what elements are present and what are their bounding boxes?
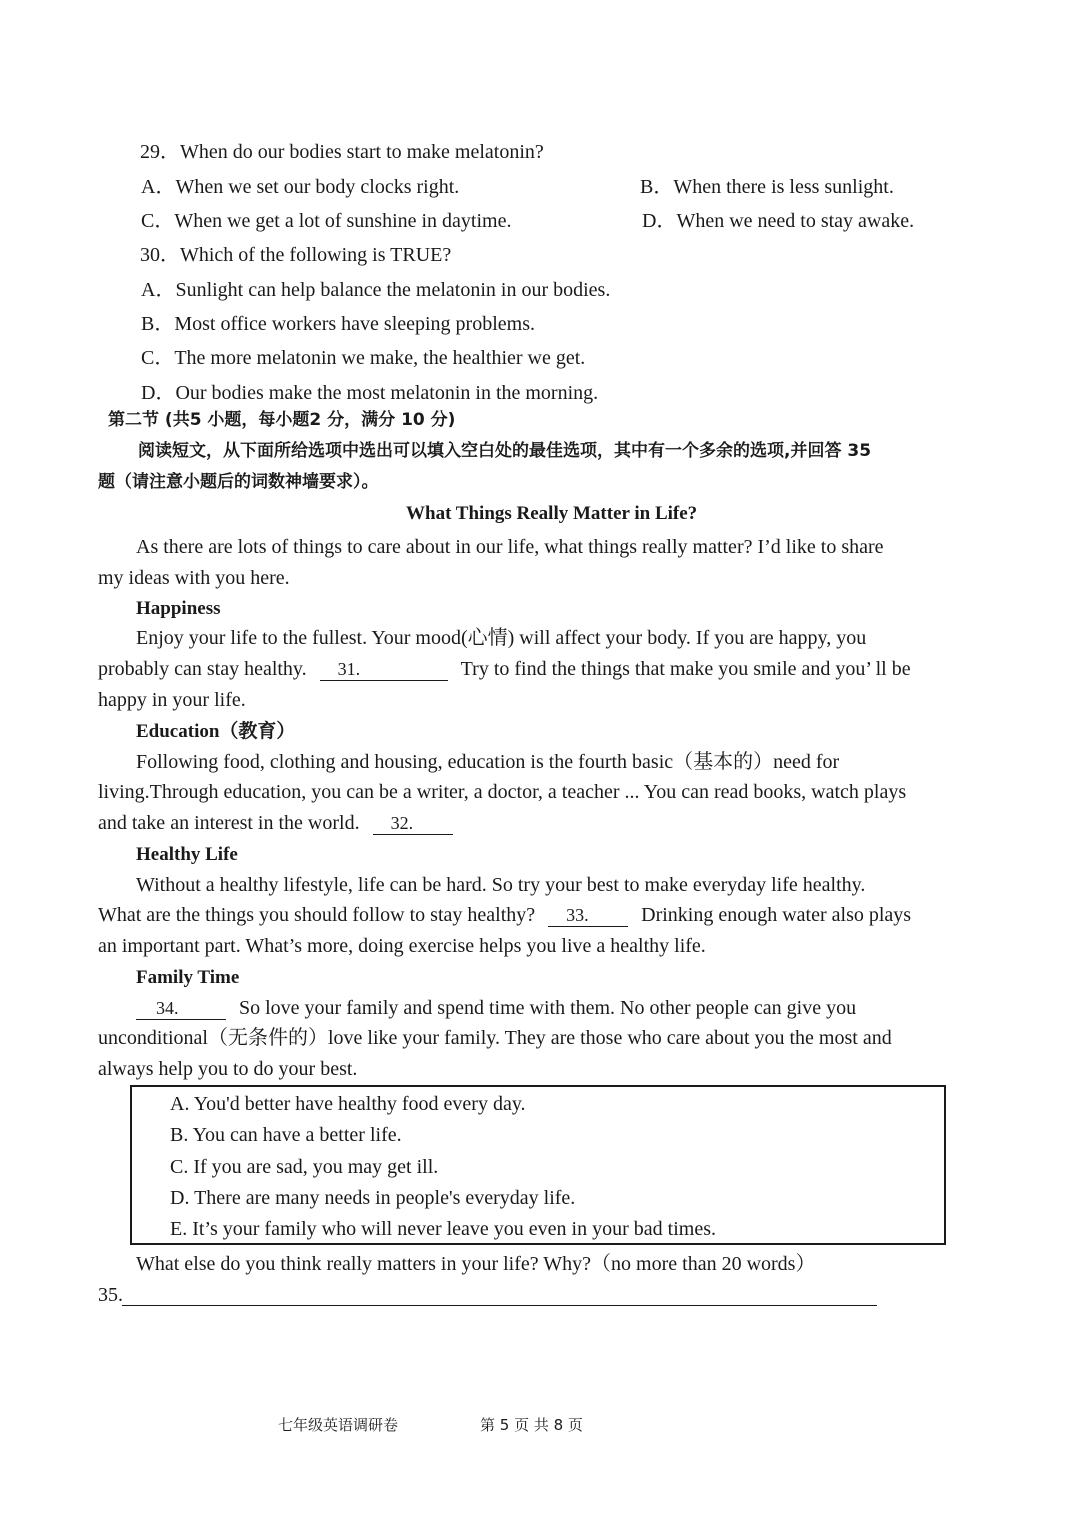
question-35-answer-line[interactable] xyxy=(122,1305,877,1306)
happiness-line2-post: Try to find the things that make you smile and you’ ll be xyxy=(460,658,911,680)
blank-31[interactable]: 31. xyxy=(320,659,448,681)
box-option-a: A. You'd better have healthy food every day. xyxy=(170,1093,526,1115)
box-option-b: B. You can have a better life. xyxy=(170,1124,402,1146)
education-line1: Following food, clothing and housing, education is the fourth basic（基本的）need for xyxy=(136,751,840,773)
question-30-option-a: A．Sunlight can help balance the melatonin in our bodies. xyxy=(141,279,611,301)
happiness-line2 xyxy=(98,657,911,681)
happiness-line3: happy in your life. xyxy=(98,689,246,711)
question-35-prompt: What else do you think really matters in your life? Why?（no more than 20 words） xyxy=(136,1253,816,1275)
healthy-life-line2-post: Drinking enough water also plays xyxy=(641,904,912,926)
question-35-label: 35. xyxy=(98,1284,123,1306)
question-30-stem: 30．Which of the following is TRUE? xyxy=(140,244,452,266)
box-option-d: D. There are many needs in people's everyday life. xyxy=(170,1187,576,1209)
question-29-option-a: A．When we set our body clocks right. xyxy=(141,176,460,198)
healthy-life-heading: Healthy Life xyxy=(136,844,238,865)
education-line3-pre: and take an interest in the world. xyxy=(98,812,360,834)
family-time-line3: always help you to do your best. xyxy=(98,1058,358,1080)
healthy-life-line2 xyxy=(98,903,911,927)
question-30-option-b: B．Most office workers have sleeping problems. xyxy=(141,313,535,335)
family-time-heading: Family Time xyxy=(136,967,240,988)
blank-34[interactable]: 34. xyxy=(136,998,226,1020)
blank-32[interactable]: 32. xyxy=(373,813,453,835)
passage-title: What Things Really Matter in Life? xyxy=(406,503,698,524)
healthy-life-line3: an important part. What’s more, doing exercise helps you live a healthy life. xyxy=(98,935,706,957)
question-29-option-c: C．When we get a lot of sunshine in daytime. xyxy=(141,210,512,232)
question-30-option-c: C．The more melatonin we make, the healthier we get. xyxy=(141,347,586,369)
question-29-option-d: D．When we need to stay awake. xyxy=(642,210,915,232)
footer-page-info: 第 5 页 共 8 页 xyxy=(480,1416,583,1434)
happiness-line1: Enjoy your life to the fullest. Your mood(心情) will affect your body. If you are happy, you xyxy=(136,627,867,649)
education-heading: Education（教育） xyxy=(136,721,296,742)
blank-33[interactable]: 33. xyxy=(548,905,628,927)
section-heading: 第二节 (共5 小题，每小题2 分，满分 10 分) xyxy=(108,410,456,430)
passage-intro-line2: my ideas with you here. xyxy=(98,567,290,589)
family-time-line1 xyxy=(136,996,856,1020)
education-line2: living.Through education, you can be a writer, a doctor, a teacher ... You can read books, watch plays xyxy=(98,781,907,803)
healthy-life-line2-pre: What are the things you should follow to stay healthy? xyxy=(98,904,536,926)
box-option-e: E. It’s your family who will never leave you even in your bad times. xyxy=(170,1218,716,1240)
healthy-life-line1: Without a healthy lifestyle, life can be hard. So try your best to make everyday life healthy. xyxy=(136,874,866,896)
question-29-option-b: B．When there is less sunlight. xyxy=(640,176,894,198)
question-30-option-d: D．Our bodies make the most melatonin in the morning. xyxy=(141,382,599,404)
family-time-line2: unconditional（无条件的）love like your family. They are those who care about you the most and xyxy=(98,1027,892,1049)
passage-intro-line1: As there are lots of things to care about in our life, what things really matter? I’d like to share xyxy=(136,536,884,558)
section-instruction-line2: 题（请注意小题后的词数神墙要求）。 xyxy=(98,472,379,492)
box-option-c: C. If you are sad, you may get ill. xyxy=(170,1156,439,1178)
footer-exam-name: 七年级英语调研卷 xyxy=(278,1416,399,1434)
education-line3 xyxy=(98,811,453,835)
question-29-stem: 29．When do our bodies start to make melatonin? xyxy=(140,141,544,163)
happiness-line2-pre: probably can stay healthy. xyxy=(98,658,307,680)
section-instruction-line1: 阅读短文，从下面所给选项中选出可以填入空白处的最佳选项，其中有一个多余的选项,并回答 35 xyxy=(138,441,872,461)
happiness-heading: Happiness xyxy=(136,598,221,619)
family-time-line1-post: So love your family and spend time with them. No other people can give you xyxy=(239,997,857,1019)
